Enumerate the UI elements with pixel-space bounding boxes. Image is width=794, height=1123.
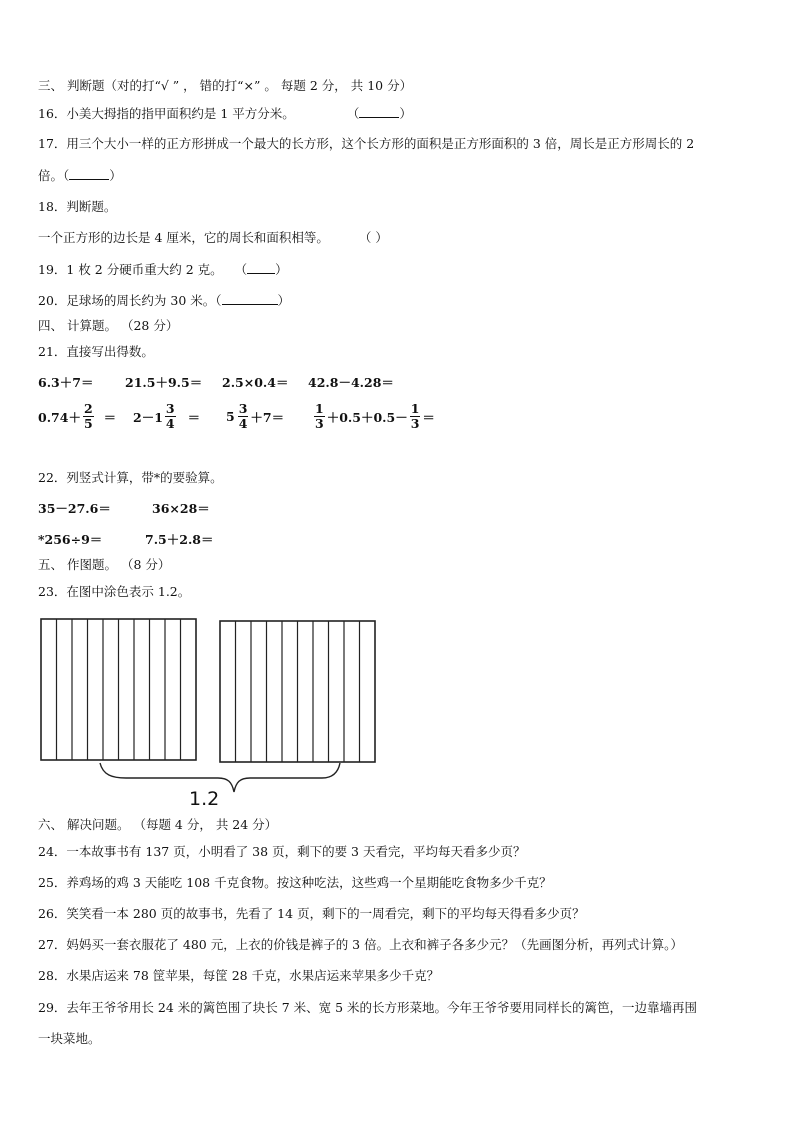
right-square-grid[interactable] [220, 621, 375, 762]
numerator: 1 [315, 401, 324, 416]
expr-text: 0.74＋ [38, 409, 81, 425]
expr-text: ＝ [187, 409, 201, 425]
expr-text: ＋0.5＋0.5－ [326, 409, 408, 425]
denominator: 4 [238, 416, 248, 431]
question-20 [38, 292, 290, 309]
fraction [165, 402, 176, 431]
fraction [83, 402, 94, 431]
question-23-title: 23．在图中涂色表示 1.2。 [38, 584, 191, 599]
calc-item: 6.3＋7＝ [38, 375, 94, 390]
expr-text: 5 [226, 409, 235, 424]
vertical-calc-item: *256÷9＝ [38, 532, 103, 547]
question-18-title: 18．判断题。 [38, 199, 117, 214]
expr-text: ＝ [103, 409, 117, 425]
fraction-expression-4 [312, 402, 435, 431]
denominator: 4 [165, 416, 175, 431]
fraction [314, 402, 325, 431]
calc-item: 42.8－4.28＝ [308, 375, 394, 390]
expr-text: ＝ [422, 409, 435, 425]
denominator: 5 [83, 416, 93, 431]
expr-text: 2－1 [133, 409, 163, 425]
curly-brace [100, 763, 340, 792]
question-28: 28．水果店运来 78 筐苹果，每筐 28 千克，水果店运来苹果多少千克？ [38, 968, 440, 983]
question-19-paren-open: （ [234, 262, 248, 277]
fraction-expression-1 [38, 402, 116, 431]
square-outline [220, 621, 375, 762]
vertical-calc-item: 7.5＋2.8＝ [145, 532, 214, 547]
question-17-start: 倍。（ [38, 168, 70, 183]
calc-item: 21.5＋9.5＝ [125, 375, 203, 390]
section-6-title: 六、 解决问题。 （每题 4 分， 共 24 分） [38, 817, 278, 832]
answer-blank-16[interactable] [359, 105, 399, 118]
question-19-text: 19．1 枚 2 分硬币重大约 2 克。 [38, 262, 223, 277]
section-3-title: 三、 判断题（对的打“√ ” ， 错的打“×” 。 每题 2 分， 共 10 分） [38, 78, 413, 93]
question-18 [38, 230, 388, 246]
question-29-line-1: 29．去年王爷爷用长 24 米的篱笆围了块长 7 米、宽 5 米的长方形菜地。今年王爷爷要用同样长的篱笆，一边靠墙再围 [38, 1000, 698, 1015]
fraction-expression-3 [226, 402, 284, 431]
question-27: 27．妈妈买一套衣服花了 480 元，上衣的价钱是裤子的 3 倍。上衣和裤子各多少元？（先画图分析，再列式计算。） [38, 937, 683, 952]
question-29-line-2: 一块菜地。 [38, 1031, 101, 1046]
answer-blank-20[interactable] [222, 292, 278, 305]
expr-text: ＋7＝ [250, 409, 285, 425]
question-16 [38, 105, 412, 122]
numerator: 3 [238, 401, 248, 416]
numerator: 1 [410, 401, 420, 416]
question-22-title: 22．列竖式计算，带*的要验算。 [38, 470, 223, 485]
denominator: 3 [315, 416, 324, 431]
section-4-title: 四、 计算题。 （28 分） [38, 318, 179, 333]
fraction [410, 402, 421, 431]
question-16-text: 16．小美大拇指的指甲面积约是 1 平方分米。 [38, 106, 295, 121]
question-19 [38, 261, 288, 278]
question-20-paren-close: ） [277, 293, 291, 308]
question-18-text: 一个正方形的边长是 4 厘米，它的周长和面积相等。 [38, 230, 329, 245]
fraction [238, 402, 249, 431]
section-5-title: 五、 作图题。 （8 分） [38, 557, 171, 572]
vertical-calc-item: 36×28＝ [152, 501, 210, 516]
numerator: 2 [83, 401, 93, 416]
answer-paren-18[interactable]: （ ） [358, 230, 388, 245]
left-square-grid[interactable] [41, 619, 196, 760]
numerator: 3 [165, 401, 175, 416]
square-outline [41, 619, 196, 760]
question-16-paren-open: （ [346, 106, 360, 121]
answer-blank-17[interactable] [69, 167, 109, 180]
question-20-text: 20．足球场的周长约为 30 米。（ [38, 293, 222, 308]
vertical-calc-item: 35－27.6＝ [38, 501, 111, 516]
question-17-line-1: 17．用三个大小一样的正方形拼成一个最大的长方形，这个长方形的面积是正方形面积的 3 倍，周长是正方形周长的 2 [38, 136, 695, 151]
question-16-paren-close: ） [399, 106, 412, 121]
answer-blank-19[interactable] [247, 261, 275, 274]
question-17-line-2 [38, 167, 122, 184]
question-19-paren-close: ） [275, 262, 288, 277]
question-24: 24．一本故事书有 137 页，小明看了 38 页，剩下的要 3 天看完，平均每天看多少页？ [38, 844, 526, 859]
calc-item: 2.5×0.4＝ [222, 375, 289, 390]
denominator: 3 [410, 416, 420, 431]
question-21-title: 21．直接写出得数。 [38, 344, 154, 359]
brace-label: 1.2 [189, 788, 220, 810]
question-26: 26．笑笑看一本 280 页的故事书，先看了 14 页，剩下的一周看完，剩下的平均每天得看多少页？ [38, 906, 585, 921]
fraction-expression-2 [133, 402, 200, 431]
question-25: 25．养鸡场的鸡 3 天能吃 108 千克食物。按这种吃法，这些鸡一个星期能吃食物多少千克？ [38, 875, 552, 890]
question-17-end: ） [109, 168, 122, 183]
